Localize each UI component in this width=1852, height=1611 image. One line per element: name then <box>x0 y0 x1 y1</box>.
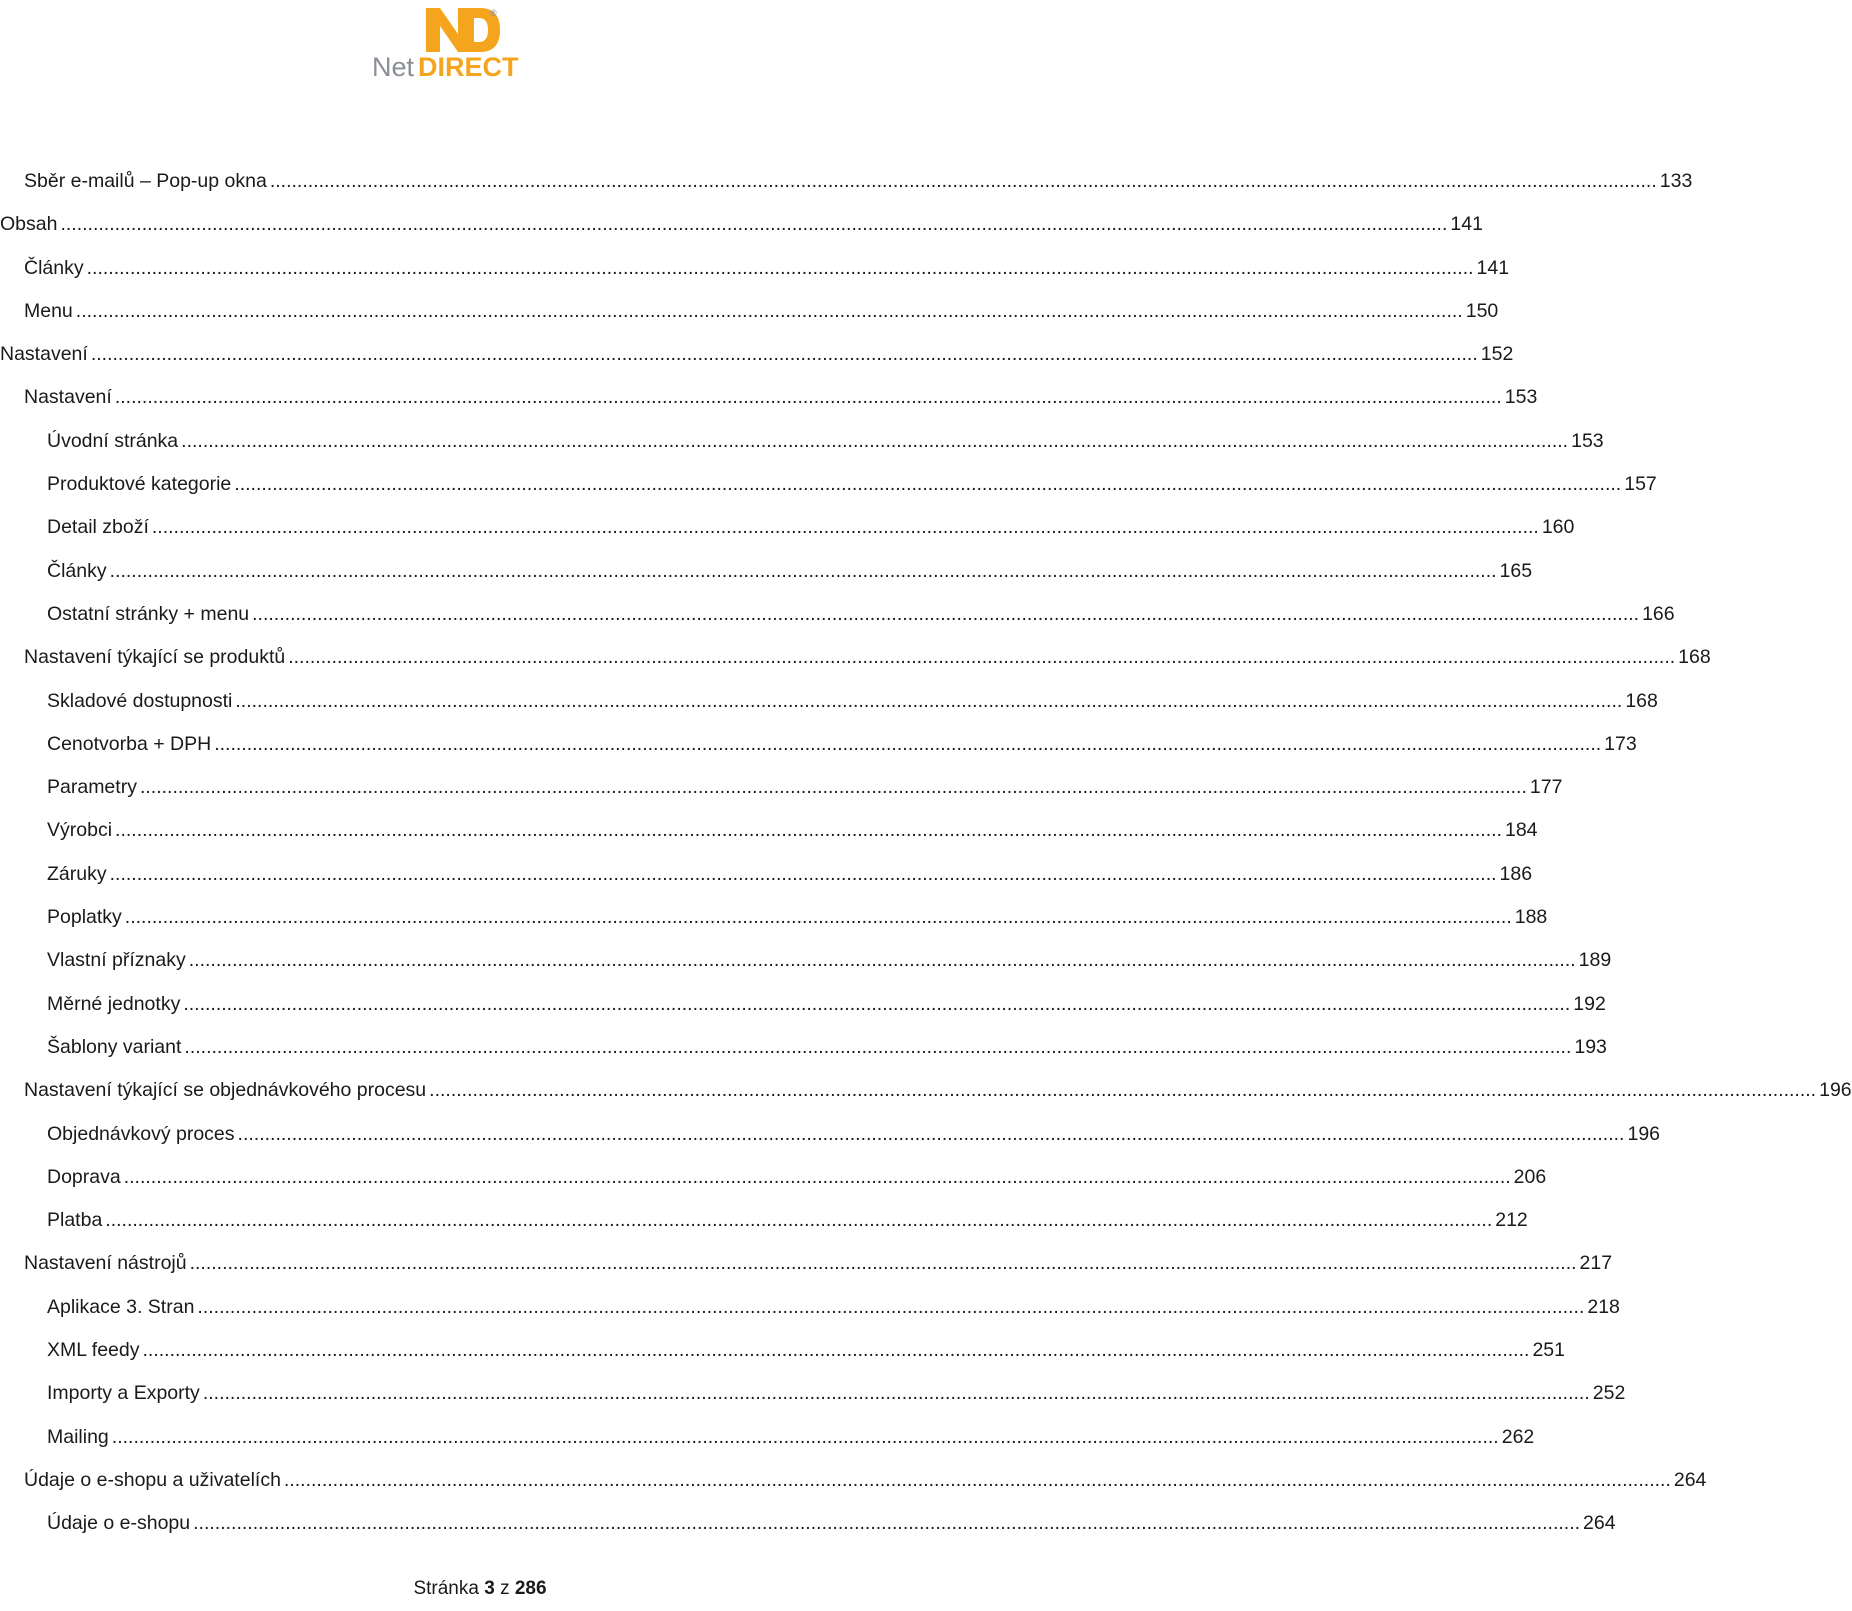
toc-dot-leader <box>429 1079 1816 1102</box>
toc-dot-leader <box>190 1252 1577 1275</box>
toc-entry-page: 251 <box>1532 1339 1565 1362</box>
toc-entry[interactable] <box>0 386 1538 429</box>
toc-entry-page: 168 <box>1678 646 1711 669</box>
toc-entry-page: 177 <box>1529 776 1563 799</box>
toc-entry[interactable] <box>0 1295 1620 1339</box>
toc-entry-label: Články <box>47 559 107 582</box>
toc-entry[interactable] <box>0 646 1711 689</box>
toc-entry-page: 173 <box>1604 732 1637 755</box>
toc-entry-label: Aplikace 3. Stran <box>47 1295 195 1318</box>
toc-entry-label: Úvodní stránka <box>47 429 179 452</box>
toc-entry-page: 189 <box>1578 949 1612 972</box>
svg-text:Net: Net <box>372 52 415 82</box>
toc-entry-page: 152 <box>1480 343 1514 366</box>
toc-entry-label: Vlastní příznaky <box>47 949 186 972</box>
toc-entry-label: Sběr e-mailů – Pop-up okna <box>24 170 267 192</box>
toc-entry-label: Nastavení týkající se produktů <box>24 646 286 669</box>
toc-dot-leader <box>235 690 1622 713</box>
toc-entry-page: 193 <box>1574 1035 1607 1058</box>
toc-dot-leader <box>110 560 1497 583</box>
toc-dot-leader <box>152 516 1539 539</box>
toc-entry[interactable] <box>0 1425 1535 1469</box>
toc-dot-leader <box>193 1512 1580 1535</box>
toc-entry[interactable] <box>0 732 1637 776</box>
toc-entry-label: Nastavení <box>0 343 88 366</box>
toc-dot-leader <box>183 993 1570 1016</box>
toc-entry-page: 252 <box>1592 1382 1626 1405</box>
toc-entry[interactable] <box>0 256 1510 300</box>
toc-entry[interactable] <box>0 1035 1607 1079</box>
toc-dot-leader <box>91 343 1478 366</box>
toc-entry-page: 186 <box>1499 862 1533 885</box>
toc-entry-label: Nastavení <box>24 386 112 409</box>
toc-entry-page: 153 <box>1571 429 1604 452</box>
toc-dot-leader <box>112 1426 1499 1449</box>
toc-entry[interactable] <box>0 429 1604 473</box>
toc-dot-leader <box>115 819 1502 842</box>
toc-dot-leader <box>125 906 1512 929</box>
toc-entry[interactable] <box>0 213 1483 256</box>
toc-entry-page: 133 <box>1659 170 1693 192</box>
toc-dot-leader <box>288 646 1675 669</box>
toc-entry[interactable] <box>0 1339 1565 1382</box>
toc-dot-leader <box>197 1296 1584 1319</box>
footer-current-page: 3 <box>484 1578 495 1599</box>
toc-entry[interactable] <box>0 1122 1661 1166</box>
footer-total-pages: 286 <box>514 1578 547 1599</box>
toc-entry[interactable] <box>0 1252 1613 1295</box>
footer-middle: z <box>500 1578 510 1599</box>
toc-entry-page: 218 <box>1587 1295 1620 1318</box>
toc-entry[interactable] <box>0 559 1533 603</box>
toc-entry-label: Záruky <box>47 862 107 885</box>
toc-dot-leader <box>270 170 1657 193</box>
toc-entry-page: 264 <box>1583 1512 1616 1535</box>
toc-entry-label: Parametry <box>47 776 137 799</box>
toc-entry-label: Cenotvorba + DPH <box>47 732 212 755</box>
toc-dot-leader <box>60 213 1447 236</box>
toc-entry-page: 166 <box>1642 602 1675 625</box>
table-of-contents <box>0 170 1852 1556</box>
svg-text:DIRECT: DIRECT <box>418 52 519 82</box>
toc-dot-leader <box>189 949 1576 972</box>
toc-entry-page: 150 <box>1465 299 1499 322</box>
toc-entry-label: Údaje o e-shopu <box>47 1512 191 1535</box>
toc-entry-page: 217 <box>1579 1252 1613 1275</box>
toc-entry-label: Měrné jednotky <box>47 992 181 1015</box>
toc-entry[interactable] <box>0 1209 1528 1252</box>
toc-entry[interactable] <box>0 1468 1707 1512</box>
toc-entry-label: Skladové dostupnosti <box>47 689 233 712</box>
toc-entry-page: 165 <box>1499 559 1533 582</box>
toc-entry-page: 160 <box>1541 516 1575 539</box>
footer-prefix: Stránka <box>413 1578 479 1599</box>
toc-entry[interactable] <box>0 602 1675 646</box>
toc-dot-leader <box>181 430 1568 453</box>
toc-entry-label: Ostatní stránky + menu <box>47 602 250 625</box>
toc-dot-leader <box>238 1123 1625 1146</box>
toc-entry[interactable] <box>0 343 1514 386</box>
toc-entry-page: 212 <box>1495 1209 1528 1232</box>
registered-mark: ® <box>490 8 497 18</box>
toc-entry-label: Šablony variant <box>47 1035 182 1058</box>
toc-dot-leader <box>105 1209 1492 1232</box>
toc-dot-leader <box>252 603 1639 626</box>
toc-entry[interactable] <box>0 949 1612 992</box>
toc-entry-page: 157 <box>1624 473 1657 496</box>
toc-entry-page: 196 <box>1627 1122 1661 1145</box>
toc-entry[interactable] <box>0 473 1657 516</box>
toc-entry-label: Doprava <box>47 1165 121 1188</box>
toc-entry-page: 184 <box>1504 819 1538 842</box>
toc-entry-label: Nastavení nástrojů <box>24 1252 187 1275</box>
toc-entry[interactable] <box>0 1165 1547 1209</box>
toc-dot-leader <box>76 300 1463 323</box>
toc-entry-label: Menu <box>24 299 73 322</box>
toc-entry[interactable] <box>0 819 1538 862</box>
toc-entry[interactable] <box>0 1079 1852 1122</box>
toc-dot-leader <box>110 863 1497 886</box>
toc-dot-leader <box>284 1469 1671 1492</box>
toc-entry-page: 196 <box>1819 1079 1852 1102</box>
netdirect-logo <box>372 4 578 84</box>
toc-entry-label: Údaje o e-shopu a uživatelích <box>24 1468 281 1491</box>
toc-entry-page: 168 <box>1625 689 1658 712</box>
toc-entry-label: Články <box>24 256 84 279</box>
toc-dot-leader <box>124 1166 1511 1189</box>
toc-entry-label: Poplatky <box>47 906 122 929</box>
toc-entry-label: Obsah <box>0 213 58 236</box>
toc-entry[interactable] <box>0 1512 1616 1555</box>
toc-dot-leader <box>115 386 1502 409</box>
toc-entry-label: XML feedy <box>47 1339 140 1362</box>
toc-entry[interactable] <box>0 992 1606 1036</box>
toc-dot-leader <box>87 257 1474 280</box>
toc-entry-label: Mailing <box>47 1425 109 1448</box>
toc-entry[interactable] <box>0 906 1548 949</box>
toc-entry[interactable] <box>0 299 1499 343</box>
toc-entry[interactable] <box>0 516 1575 559</box>
toc-entry-label: Detail zboží <box>47 516 149 539</box>
page-footer <box>0 1578 960 1600</box>
toc-dot-leader <box>203 1382 1590 1405</box>
toc-entry-page: 262 <box>1501 1425 1535 1448</box>
toc-entry-label: Výrobci <box>47 819 113 842</box>
toc-entry[interactable] <box>0 776 1563 819</box>
toc-entry-page: 141 <box>1450 213 1483 236</box>
toc-entry[interactable] <box>0 862 1533 906</box>
toc-entry-page: 206 <box>1513 1165 1547 1188</box>
toc-entry-page: 264 <box>1673 1468 1707 1491</box>
toc-dot-leader <box>214 733 1601 756</box>
toc-entry[interactable] <box>0 689 1658 733</box>
toc-entry-page: 188 <box>1514 906 1548 929</box>
toc-entry-label: Objednávkový proces <box>47 1122 235 1145</box>
toc-dot-leader <box>140 776 1527 799</box>
toc-dot-leader <box>143 1339 1530 1362</box>
toc-dot-leader <box>184 1036 1571 1059</box>
toc-entry-page: 153 <box>1504 386 1538 409</box>
toc-entry-label: Produktové kategorie <box>47 473 232 496</box>
toc-entry[interactable] <box>0 170 1693 213</box>
toc-dot-leader <box>234 473 1621 496</box>
toc-entry-page: 192 <box>1573 992 1606 1015</box>
toc-entry-page: 141 <box>1476 256 1510 279</box>
toc-entry-label: Platba <box>47 1209 103 1232</box>
toc-entry-label: Nastavení týkající se objednávkového procesu <box>24 1079 427 1102</box>
toc-entry-label: Importy a Exporty <box>47 1382 200 1405</box>
toc-entry[interactable] <box>0 1382 1626 1425</box>
